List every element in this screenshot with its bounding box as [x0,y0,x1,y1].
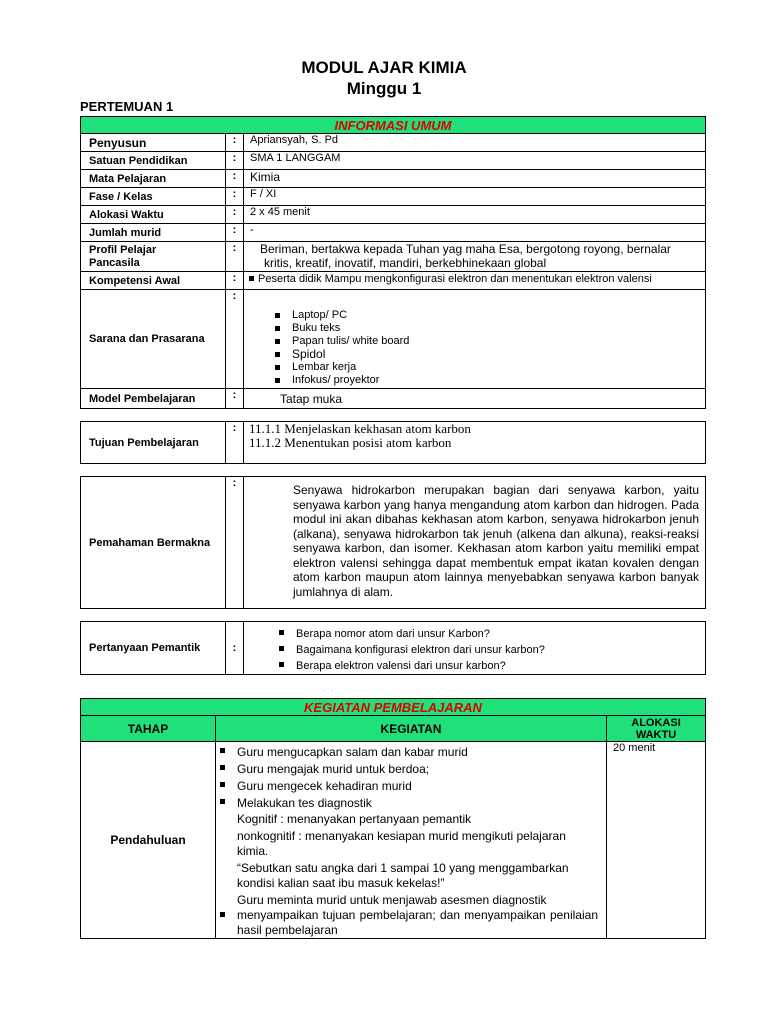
colon: : [226,152,244,170]
kompetensi-item: Peserta didik Mampu mengkonfigurasi elektron dan menentukan elektron valensi [246,272,705,287]
document-title: MODUL AJAR KIMIA [301,58,467,77]
colon: : [226,477,244,609]
info-row [81,224,706,242]
kegiatan-item: Guru mengucapkan salam dan kabar murid [217,744,598,761]
info-value: F / XI [244,188,706,206]
info-value: - [244,224,706,242]
info-row [81,134,706,152]
profil-label-line: Profil Pelajar [89,243,157,256]
pertanyaan-label: Pertanyaan Pemantik [81,622,226,675]
col-alokasi-line: WAKTU [635,728,677,741]
tujuan-item: 11.1.2 Menentukan posisi atom karbon [249,435,452,450]
tahap-pendahuluan: Pendahuluan [81,742,216,939]
info-value: Kimia [244,170,706,188]
colon: : [226,422,244,464]
info-row-model [81,389,706,409]
colon: : [226,272,244,290]
sarana-item: Infokus/ proyektor [272,374,705,387]
colon: : [226,622,244,675]
info-row [81,170,706,188]
kegiatan-item: menyampaikan tujuan pembelajaran; dan menyampaikan penilaian hasil pembelajaran [217,908,598,938]
colon: : [226,242,244,272]
alokasi-waktu: 20 menit [607,742,706,939]
col-tahap: TAHAP [81,716,216,742]
colon: : [226,389,244,409]
colon: : [226,290,244,389]
kegiatan-text: Kognitif : menanyakan pertanyaan pemantik [237,812,472,826]
profil-value-line: Beriman, bertakwa kepada Tuhan yag maha Esa, bergotong royong, bernalar [260,242,671,256]
kegiatan-heading: KEGIATAN PEMBELAJARAN [81,699,706,716]
col-kegiatan: KEGIATAN [216,716,607,742]
pertanyaan-item: Berapa elektron valensi dari unsur karbon? [276,658,705,674]
info-value: SMA 1 LANGGAM [244,152,706,170]
colon: : [226,170,244,188]
sarana-item: Spidol [272,348,705,361]
pertanyaan-item: Bagaimana konfigurasi elektron dari unsur karbon? [276,642,705,658]
info-row-kompetensi [81,272,706,290]
kegiatan-text: “Sebutkan satu angka dari 1 sampai 10 yang menggambarkan kondisi kalian saat ibu masuk kekelas!” [237,861,569,890]
pemahaman-text: Senyawa hidrokarbon merupakan bagian dari senyawa karbon, yaitu senyawa karbon yang hanya mengandung atom karbon dan hidrogen. Pada modul ini akan dibahas kekhasan atom karbon, senyawa hidrokarbon jenuh (alkana), senyawa hidrokarbon tak jenuh (alkena dan alkuna), reaksi-reaksi senyawa karbon, dan isomer. Kekhasan atom karbon yaitu memiliki empat elektron valensi sehingga dapat membentuk empat ikatan kovalen dengan atom karbon maupun atom lainnya menyebabkan senyawa karbon banyak jumlahnya di alam. [244,477,706,609]
sarana-item: Papan tulis/ white board [272,335,705,348]
kegiatan-item: Melakukan tes diagnostik [217,795,598,812]
tujuan-table [80,421,706,464]
info-row-profil [81,242,706,272]
colon: : [226,206,244,224]
profil-label-line: Pancasila [89,256,140,269]
info-value: 2 x 45 menit [244,206,706,224]
kegiatan-item: Guru mengajak murid untuk berdoa; [217,761,598,778]
info-value: Apriansyah, S. Pd [244,134,706,152]
pertanyaan-item: Berapa nomor atom dari unsur Karbon? [276,626,705,642]
info-label: Model Pembelajaran [81,389,226,409]
colon: : [226,188,244,206]
colon: : [226,134,244,152]
pertanyaan-table [80,621,706,675]
informasi-umum-heading: INFORMASI UMUM [81,117,706,134]
model-value: Tatap muka [244,389,706,409]
document-subtitle: Minggu 1 [346,79,422,98]
pertemuan-label: PERTEMUAN 1 [80,99,174,114]
info-row [81,188,706,206]
info-label: Sarana dan Prasarana [81,290,226,389]
sarana-item: Buku teks [272,322,705,335]
tujuan-label: Tujuan Pembelajaran [81,422,226,464]
sarana-item: Laptop/ PC [272,309,705,322]
kegiatan-item: Guru mengecek kehadiran murid [217,778,598,795]
sarana-item: Lembar kerja [272,361,705,374]
col-alokasi-line: ALOKASI [631,716,681,729]
profil-value-line: kritis, kreatif, inovatif, mandiri, berkebhinekaan global [264,256,547,270]
kegiatan-text: nonkognitif : menanyakan kesiapan murid mengikuti pelajaran kimia. [237,829,566,858]
info-label: Mata Pelajaran [81,170,226,188]
info-label: Penyusun [81,134,226,152]
info-row-sarana [81,290,706,389]
kegiatan-table [80,698,706,939]
pemahaman-label: Pemahaman Bermakna [81,477,226,609]
info-label: Fase / Kelas [81,188,226,206]
tujuan-item: 11.1.1 Menjelaskan kekhasan atom karbon [249,421,471,436]
pemahaman-table [80,476,706,609]
info-label: Alokasi Waktu [81,206,226,224]
info-label: Jumlah murid [81,224,226,242]
info-label: Satuan Pendidikan [81,152,226,170]
informasi-umum-table [80,116,706,409]
kegiatan-text: Guru meminta murid untuk menjawab asesmen diagnostik [237,893,547,907]
info-row [81,152,706,170]
info-row [81,206,706,224]
colon: : [226,224,244,242]
info-label: Kompetensi Awal [81,272,226,290]
